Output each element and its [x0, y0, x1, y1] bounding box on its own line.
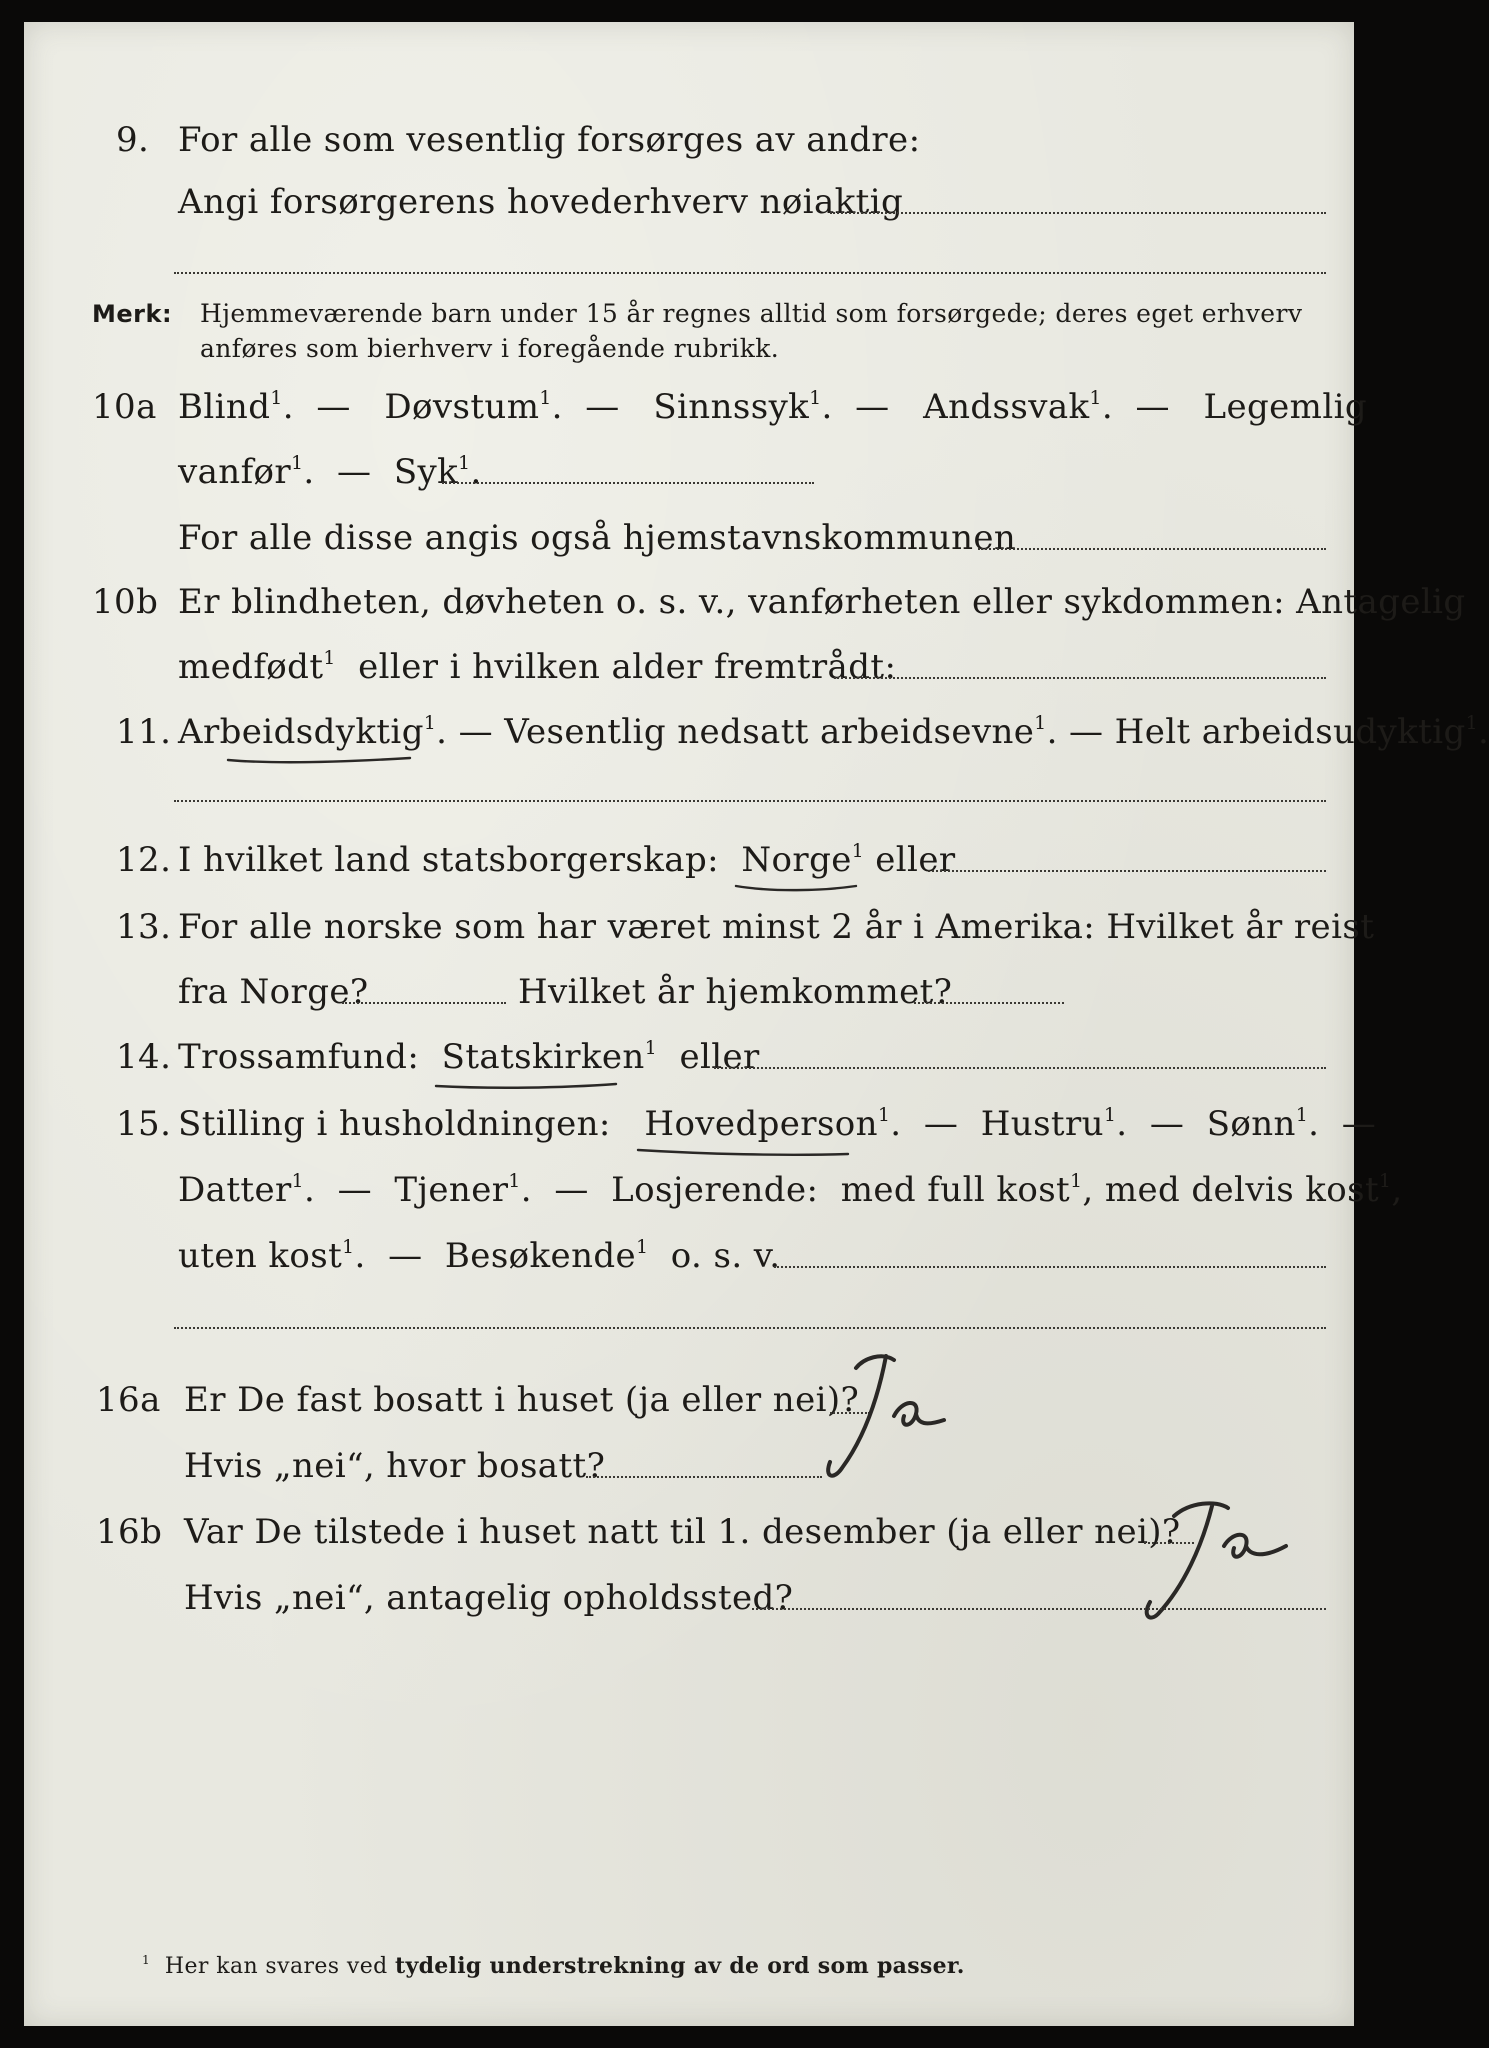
q12-line1: I hvilket land statsborgerskap: Norge$^1$ eller	[178, 840, 956, 880]
q14-line1: Trossamfund: Statskirken$^1$ eller	[178, 1037, 760, 1077]
q10a-line1: Blind$^1$. — Døvstum$^1$. — Sinnssyk$^1$. — Andssvak$^1$. — Legemlig	[178, 387, 1368, 427]
footnote-bold-text: tydelig understrekning av de ord som passer.	[395, 1953, 965, 1979]
q11-underline-mark	[224, 752, 414, 766]
opt-sonn: Sønn	[1206, 1104, 1296, 1144]
q13-fra-norge: fra Norge?	[178, 972, 369, 1012]
q13-reist-line	[342, 1002, 506, 1004]
q15-line2: Datter$^1$. — Tjener$^1$. — Losjerende: med full kost$^1$, med delvis kost$^1$,	[178, 1170, 1403, 1210]
q16b-line1: Var De tilstede i huset natt til 1. desember (ja eller nei)?	[184, 1512, 1181, 1552]
q11-line1: Arbeidsdyktig$^1$. — Vesentlig nedsatt arbeidsevne$^1$. — Helt arbeidsudyktig$^1$.	[178, 712, 1489, 752]
q16a-handwritten-answer	[794, 1338, 974, 1488]
q13-line1: For alle norske som har været minst 2 år i Amerika: Hvilket år reist	[178, 907, 1375, 947]
q12-number: 12.	[116, 840, 172, 880]
opt-dovstum: Døvstum	[384, 387, 540, 427]
q9-answer-line-2	[174, 272, 1326, 274]
q15-line1: Stilling i husholdningen: Hovedperson$^1$. — Hustru$^1$. — Sønn$^1$. —	[178, 1104, 1377, 1144]
q9-answer-line	[830, 212, 1326, 214]
opt-norge: Norge	[741, 840, 852, 880]
footnote-marker: 1	[142, 1952, 151, 1967]
merk-line2: anføres som bierhverv i foregående rubrikk.	[200, 334, 780, 363]
opt-legemlig: Legemlig	[1203, 387, 1368, 427]
opt-vanfor: vanfør	[178, 452, 292, 492]
q10a-number: 10a	[92, 387, 157, 427]
q16b-number: 16b	[96, 1512, 163, 1552]
opt-tjener: Tjener	[394, 1170, 509, 1210]
opt-sinnssyk: Sinnssyk	[653, 387, 810, 427]
q10a-line3: For alle disse angis også hjemstavnskommunen	[178, 518, 1017, 558]
q14-number: 14.	[116, 1037, 172, 1077]
merk-label: Merk:	[92, 300, 173, 328]
footnote	[142, 1952, 965, 1981]
q13-hjemkommet: Hvilket år hjemkommet?	[518, 972, 953, 1012]
q10b-answer-line	[834, 677, 1326, 679]
q15-underline-mark	[634, 1144, 854, 1160]
q15-number: 15.	[116, 1104, 172, 1144]
q9-line2: Angi forsørgerens hovederhverv nøiaktig	[178, 182, 904, 222]
q14-underline-mark	[432, 1078, 622, 1092]
opt-besokende: Besøkende	[444, 1236, 637, 1276]
q15-answer-line	[774, 1266, 1326, 1268]
q10a-kommune-line	[978, 548, 1326, 550]
merk-line1: Hjemmeværende barn under 15 år regnes alltid som forsørgede; deres eget erhverv	[200, 299, 1303, 328]
opt-syk: Syk	[393, 452, 459, 492]
q12-answer-line	[928, 870, 1326, 872]
q10b-line1: Er blindheten, døvheten o. s. v., vanførheten eller sykdommen: Antagelig	[178, 582, 1466, 622]
q10a-line2: vanfør$^1$. — Syk$^1$.	[178, 452, 482, 492]
q16a-line2: Hvis „nei“, hvor bosatt?	[184, 1446, 606, 1486]
q16b-opholdssted-line	[752, 1608, 1326, 1610]
q11-number: 11.	[116, 712, 172, 752]
q13-number: 13.	[116, 907, 172, 947]
q12-underline-mark	[732, 880, 862, 894]
opt-full-kost: med full kost	[840, 1170, 1071, 1210]
footnote-text: Her kan svares ved	[164, 1954, 388, 1979]
opt-statskirken: Statskirken	[441, 1037, 645, 1077]
q15-line3: uten kost$^1$. — Besøkende$^1$ o. s. v.	[178, 1236, 781, 1276]
q10b-line2: medfødt$^1$ eller i hvilken alder fremtrådt:	[178, 647, 897, 687]
q11-answer-line	[174, 800, 1326, 802]
q16a-line1: Er De fast bosatt i huset (ja eller nei)?	[184, 1380, 860, 1420]
q16a-number: 16a	[96, 1380, 161, 1420]
q16a-bosatt-line	[586, 1476, 822, 1478]
q13-hjemkommet-line	[914, 1002, 1064, 1004]
opt-helt-udyktig: Helt arbeidsudyktig	[1114, 712, 1466, 752]
merk-note	[92, 297, 172, 331]
opt-andssvak: Andssvak	[923, 387, 1090, 427]
opt-hovedperson: Hovedperson	[644, 1104, 878, 1144]
opt-hustru: Hustru	[980, 1104, 1104, 1144]
opt-datter: Datter	[178, 1170, 292, 1210]
q10a-syk-line	[442, 482, 814, 484]
q9-number: 9.	[116, 120, 150, 160]
opt-delvis-kost: med delvis kost	[1104, 1170, 1380, 1210]
q14-answer-line	[714, 1067, 1326, 1069]
opt-medfodt: medfødt	[178, 647, 324, 687]
q16b-handwritten-answer	[1094, 1476, 1314, 1626]
opt-blind: Blind	[178, 387, 271, 427]
census-form-sheet	[24, 22, 1489, 2026]
opt-uten-kost: uten kost	[178, 1236, 343, 1276]
q15-answer-line-2	[174, 1327, 1326, 1329]
q9-line1: For alle som vesentlig forsørges av andre:	[178, 120, 921, 160]
opt-arbeidsdyktig: Arbeidsdyktig	[178, 712, 424, 752]
q10b-number: 10b	[92, 582, 159, 622]
q16b-line2: Hvis „nei“, antagelig opholdssted?	[184, 1578, 794, 1618]
opt-vesentlig-nedsatt: Vesentlig nedsatt arbeidsevne	[504, 712, 1035, 752]
